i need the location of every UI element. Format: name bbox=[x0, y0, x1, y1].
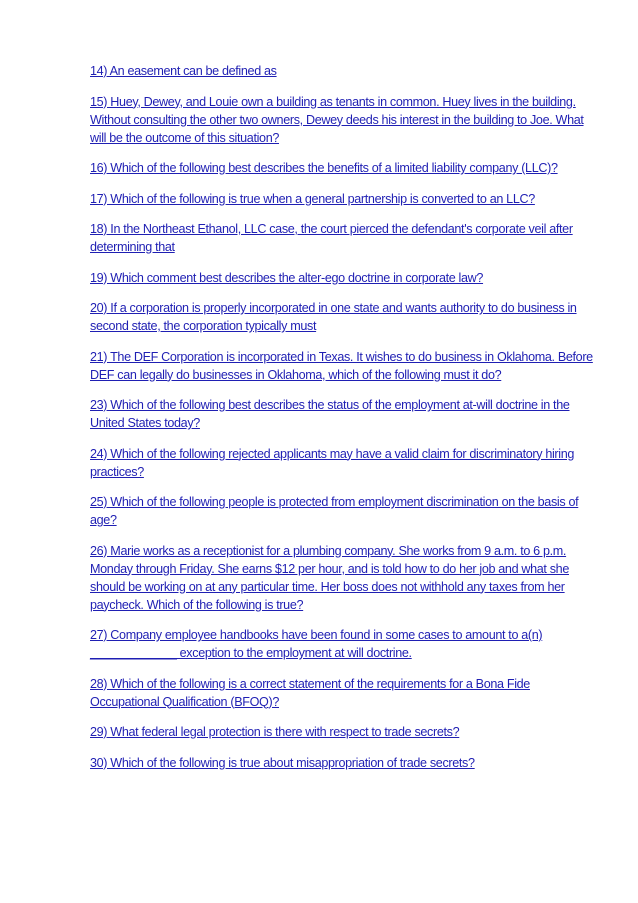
question-link-24[interactable]: 24) Which of the following rejected applicants may have a valid claim for discriminatory hiring practices? bbox=[90, 446, 575, 479]
question-link-26[interactable]: 26) Marie works as a receptionist for a plumbing company. She works from 9 a.m. to 6 p.m. Monday through Friday. She earns $12 per hour, and is told how to do her job and what she should be working on at any particular time. Her boss does not withhold any taxes from her paycheck. Which of the following is true? bbox=[90, 543, 569, 612]
question-link-21[interactable]: 21) The DEF Corporation is incorporated in Texas. It wishes to do business in Oklahoma. Before DEF can legally do businesses in Oklahoma, which of the following must it do? bbox=[90, 349, 593, 382]
question-link-20[interactable]: 20) If a corporation is properly incorporated in one state and wants authority to do business in second state, the corporation typically must bbox=[90, 301, 577, 333]
question-link-28[interactable]: 28) Which of the following is a correct statement of the requirements for a Bona Fide Occupational Qualification (BFOQ)? bbox=[90, 676, 530, 709]
question-list bbox=[90, 62, 600, 784]
question-link-14[interactable]: 14) An easement can be defined as bbox=[90, 64, 277, 78]
question-link-16[interactable]: 16) Which of the following best describes the benefits of a limited liability company (LLC)? bbox=[90, 161, 558, 175]
question-link-23[interactable]: 23) Which of the following best describes the status of the employment at-will doctrine in the United States today? bbox=[90, 398, 570, 430]
question-link-25[interactable]: 25) Which of the following people is protected from employment discrimination on the basis of age? bbox=[90, 495, 579, 527]
question-link-30[interactable]: 30) Which of the following is true about misappropriation of trade secrets? bbox=[90, 755, 475, 770]
question-link-18[interactable]: 18) In the Northeast Ethanol, LLC case, the court pierced the defendant's corporate veil after determining that bbox=[90, 222, 573, 254]
question-link-19[interactable]: 19) Which comment best describes the alter-ego doctrine in corporate law? bbox=[90, 270, 484, 285]
question-link-27[interactable]: 27) Company employee handbooks have been found in some cases to amount to a(n) _____________ exception to the employment at will doctrine. bbox=[90, 628, 543, 660]
question-link-15[interactable]: 15) Huey, Dewey, and Louie own a building as tenants in common. Huey lives in the building. Without consulting the other two owners, Dewey deeds his interest in the building to Joe. What will be the outcome of this situation? bbox=[90, 94, 584, 145]
question-link-29[interactable]: 29) What federal legal protection is there with respect to trade secrets? bbox=[90, 725, 460, 739]
question-link-17[interactable]: 17) Which of the following is true when a general partnership is converted to an LLC? bbox=[90, 191, 535, 206]
